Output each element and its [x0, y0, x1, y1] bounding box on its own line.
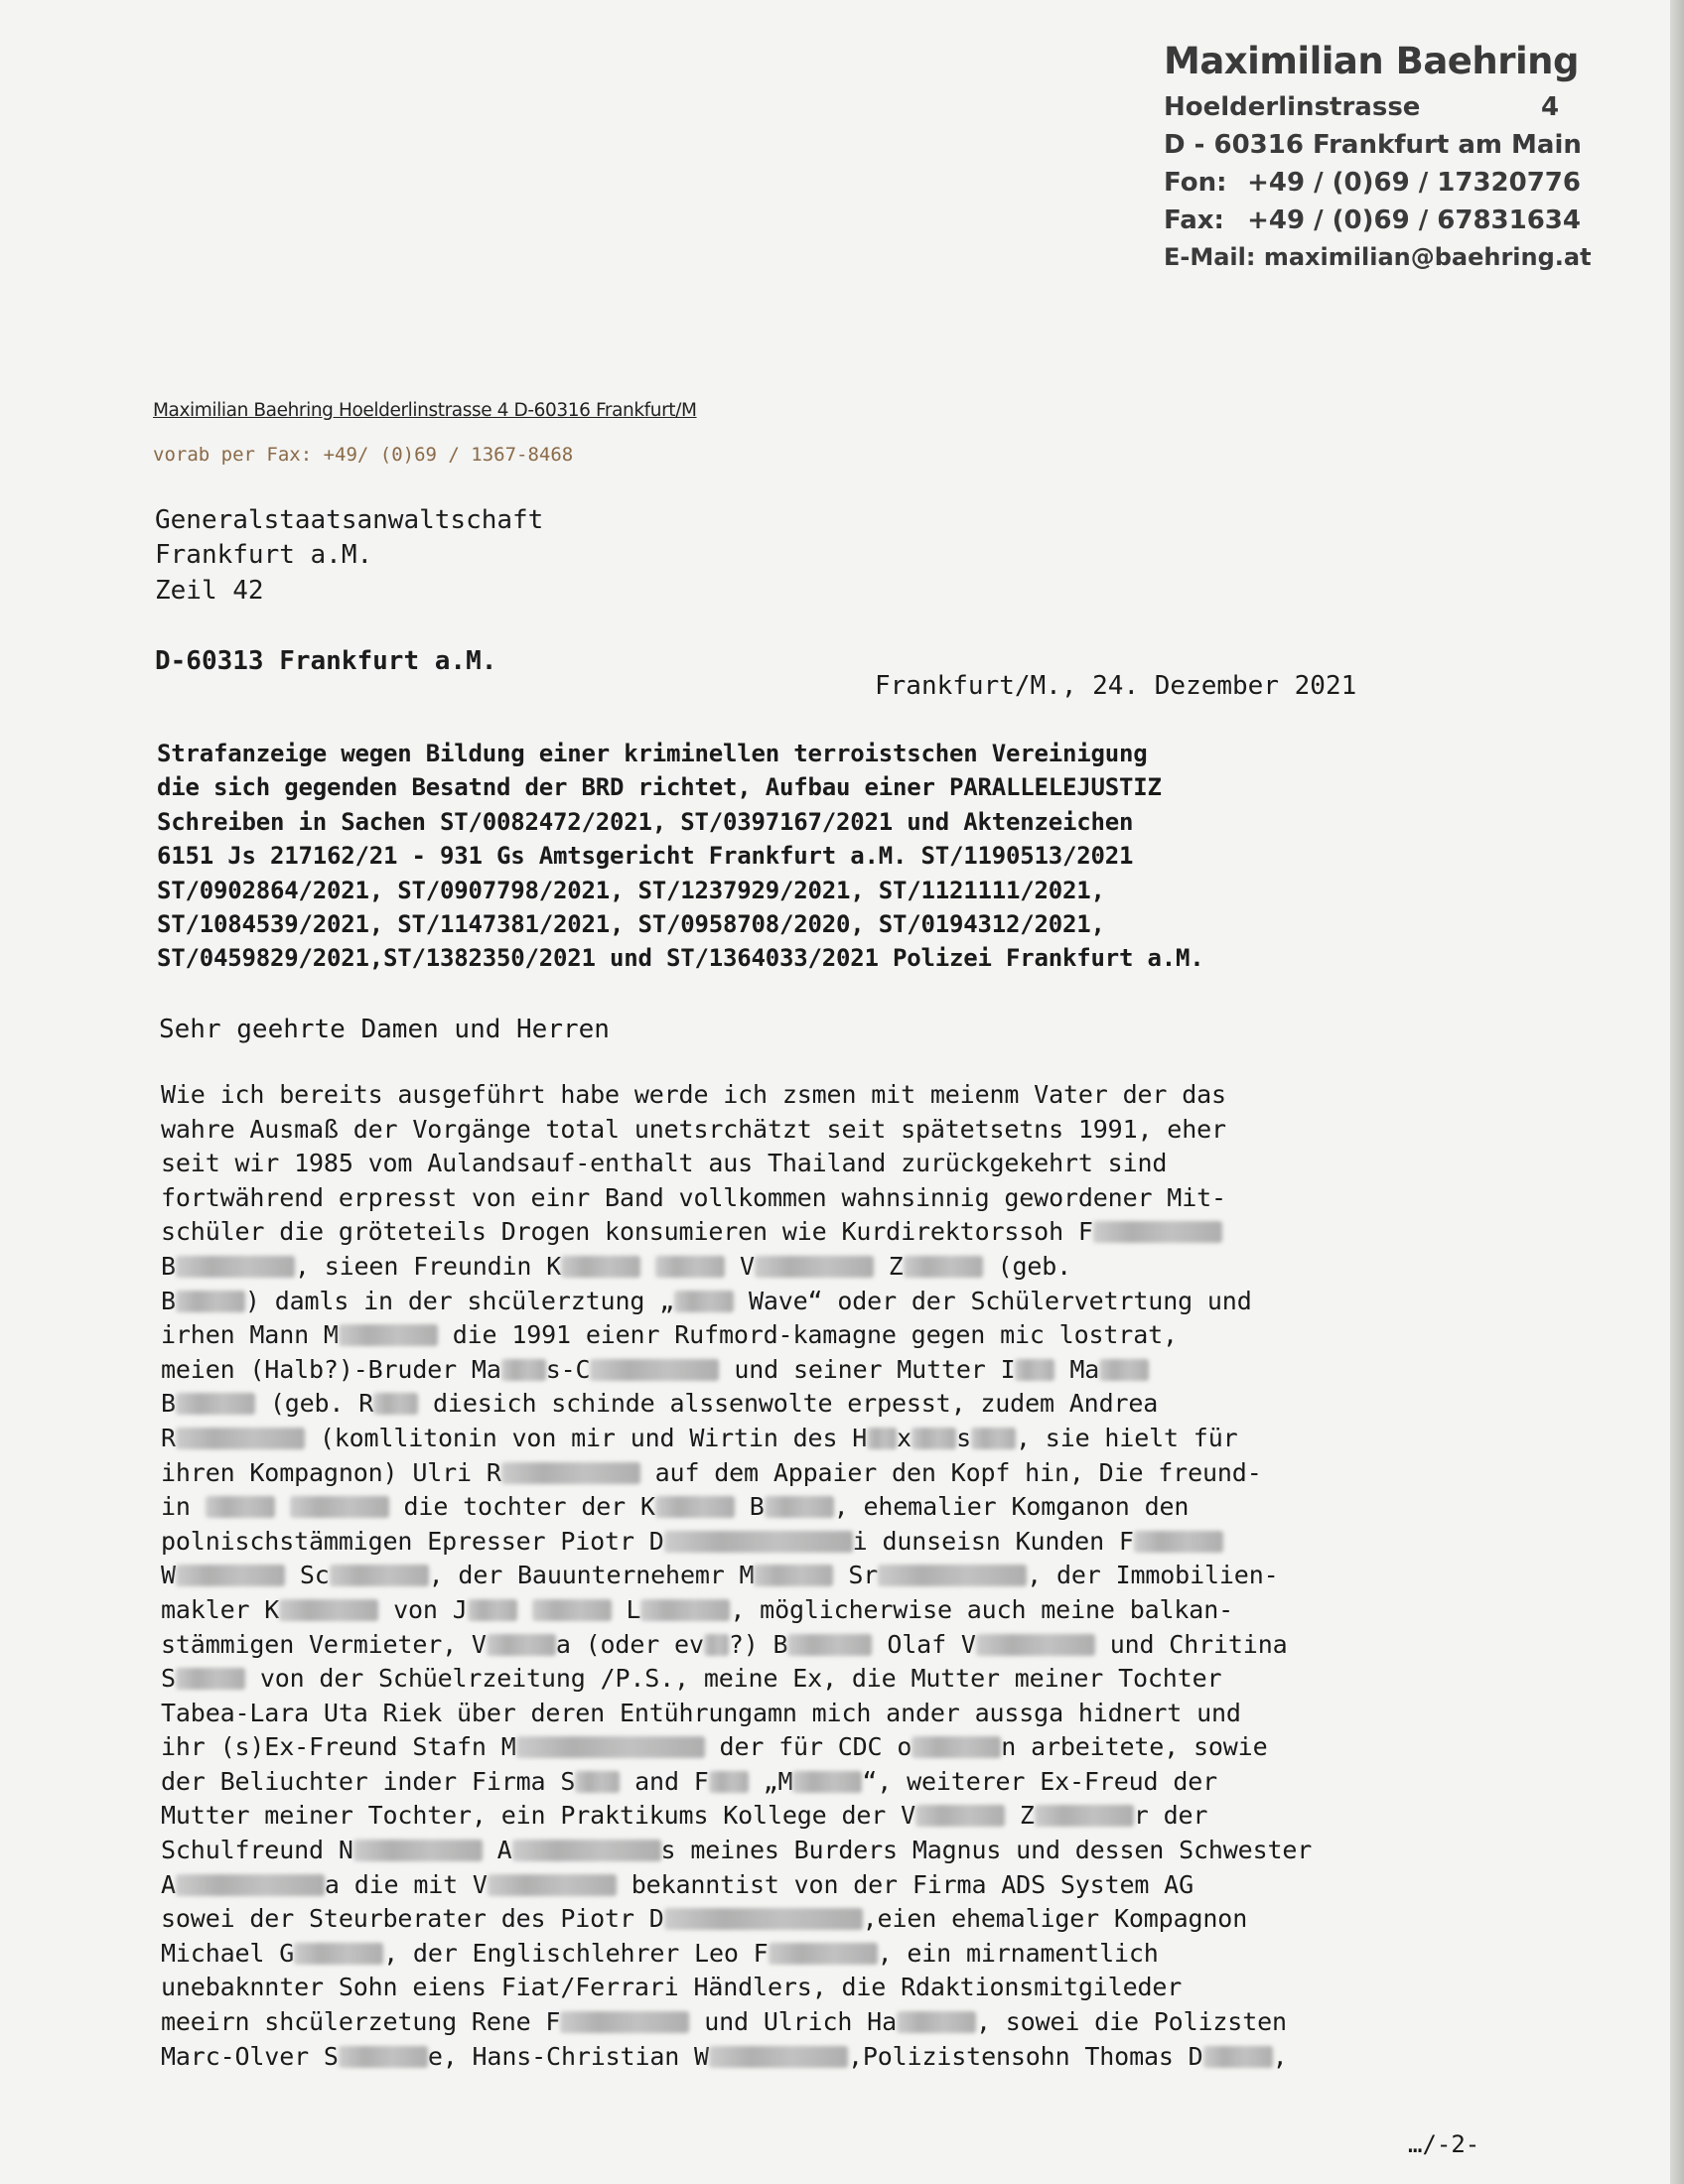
fax-note: vorab per Fax: +49/ (0)69 / 1367-8468 — [153, 444, 574, 466]
subject-line: Strafanzeige wegen Bildung einer kriminellen terroistschen Vereinigung — [157, 740, 1148, 767]
body-text-segment: makler K — [161, 1594, 280, 1624]
body-line: fortwährend erpresst von einr Band vollkommen wahnsinnig gewordener Mit- — [161, 1182, 1226, 1212]
body-text-segment: meien (Halb?)-Bruder Ma — [161, 1354, 501, 1384]
body-text-segment: V — [739, 1251, 755, 1281]
body-line — [161, 1868, 1501, 1903]
redacted-name — [769, 1943, 878, 1965]
body-text-segment: e, Hans-Christian W — [427, 2041, 709, 2071]
redacted-name — [561, 1256, 640, 1278]
body-text-segment: L — [626, 1594, 641, 1624]
redacted-name — [915, 1805, 1005, 1827]
body-line — [161, 1318, 1501, 1353]
body-text-segment: , — [1272, 2041, 1288, 2071]
body-text-segment: “, weiterer Ex-Freud der — [862, 1766, 1218, 1796]
body-text-segment: and F — [634, 1766, 709, 1796]
body-text-segment: B — [749, 1492, 765, 1522]
body-text-segment: Wave“ oder der Schülervetrtung und — [748, 1286, 1252, 1315]
redacted-name — [339, 2046, 428, 2068]
recipient-line-4: D-60313 Frankfurt a.M. — [155, 646, 497, 676]
redacted-name — [560, 2011, 689, 2033]
body-text-segment: Z — [888, 1251, 904, 1281]
body-text-segment: i dunseisn Kunden F — [852, 1526, 1134, 1556]
redacted-name — [176, 1291, 245, 1312]
body-line — [161, 1834, 1501, 1868]
body-text-segment: der Beliuchter inder Firma S — [161, 1766, 576, 1796]
body-text-segment: , sieen Freundin K — [294, 1251, 562, 1281]
subject-line: 6151 Js 217162/21 - 931 Gs Amtsgericht Frankfurt a.M. ST/1190513/2021 — [157, 842, 1134, 871]
redacted-name — [655, 1496, 735, 1518]
body-text-segment: die tochter der K — [403, 1492, 655, 1522]
body-text-segment: schüler die gröteteils Drogen konsumieren wie Kurdirektorssoh F — [161, 1217, 1093, 1247]
sender-return-address: Maximilian Baehring Hoelderlinstrasse 4 D-60316 Frankfurt/M — [153, 400, 697, 421]
redacted-name — [290, 1496, 389, 1518]
letterhead-phone-label: Fon: — [1164, 168, 1227, 198]
body-text-segment: A — [496, 1836, 512, 1865]
recipient-line-3: Zeil 42 — [155, 576, 264, 606]
redacted-name — [1093, 1221, 1222, 1243]
body-text-segment: , ein mirnamentlich — [877, 1938, 1159, 1968]
body-text-segment: B — [161, 1286, 176, 1315]
body-text-segment: meeirn shcülerzetung Rene F — [161, 2007, 561, 2037]
body-line — [161, 1628, 1501, 1663]
redacted-name — [516, 1736, 705, 1758]
body-text-segment: , sowei die Polizsten — [975, 2007, 1287, 2037]
redacted-name — [176, 1565, 285, 1586]
redacted-name — [294, 1943, 383, 1965]
redacted-name — [468, 1599, 517, 1621]
body-text-segment: ,Polizistensohn Thomas D — [847, 2041, 1203, 2071]
redacted-name — [1203, 2046, 1273, 2068]
body-line — [161, 1250, 1501, 1285]
body-text-segment: ?) B — [728, 1629, 788, 1659]
redacted-name — [488, 1874, 617, 1896]
body-line — [161, 1799, 1501, 1834]
page-edge — [1670, 0, 1684, 2184]
redacted-name — [1035, 1805, 1134, 1827]
body-line — [161, 1559, 1501, 1593]
redacted-name — [867, 1428, 897, 1449]
body-text-segment: von der Schüelrzeitung /P.S., meine Ex, die Mutter meiner Tochter — [259, 1664, 1222, 1694]
body-text-segment: ihren Kompagnon) Ulri R — [161, 1457, 501, 1487]
body-text-segment: (geb. R — [269, 1389, 374, 1419]
body-text-segment: x — [897, 1423, 912, 1452]
body-line — [161, 1285, 1501, 1319]
body-text-segment: (komllitonin von mir und Wirtin des H — [319, 1423, 868, 1452]
body-text-segment: „M — [763, 1766, 793, 1796]
body-line — [161, 1765, 1501, 1800]
body-line — [161, 1937, 1501, 1972]
body-text-segment: B — [161, 1251, 176, 1281]
redacted-name — [971, 1428, 1016, 1449]
body-text-segment: , der Bauunternehemr M — [428, 1561, 755, 1590]
body-text-segment: stämmigen Vermieter, V — [161, 1629, 487, 1659]
redacted-name — [704, 1634, 729, 1656]
body-text-segment: in — [161, 1492, 191, 1522]
body-line: seit wir 1985 vom Aulandsauf-enthalt aus Thailand zurückgekehrt sind — [161, 1149, 1168, 1178]
redacted-name — [709, 1771, 749, 1793]
body-text-segment: Sr — [848, 1561, 879, 1590]
letterhead-fax: +49 / (0)69 / 67831634 — [1247, 205, 1581, 235]
redacted-name — [176, 1874, 325, 1896]
subject-line: ST/0902864/2021, ST/0907798/2021, ST/1237929/2021, ST/1121111/2021, — [157, 876, 1105, 904]
redacted-name — [1015, 1359, 1054, 1381]
subject-block — [157, 737, 1487, 976]
redacted-name — [640, 1599, 730, 1621]
body-text-segment: und Chritina — [1109, 1629, 1288, 1659]
letterhead-street: Hoelderlinstrasse — [1164, 92, 1421, 122]
redacted-name — [664, 1531, 853, 1553]
body-text-segment: B — [161, 1389, 176, 1419]
subject-line: ST/0459829/2021,ST/1382350/2021 und ST/1364033/2021 Polizei Frankfurt a.M. — [157, 944, 1204, 973]
body-text-segment: (geb. — [997, 1251, 1072, 1281]
letterhead-fax-line — [1164, 205, 1581, 243]
body-text-segment: Olaf V — [887, 1629, 976, 1659]
letterhead-email: E-Mail: maximilian@baehring.at — [1164, 243, 1592, 271]
subject-line: die sich gegenden Besatnd der BRD richtet, Aufbau einer PARALLELEJUSTIZ — [157, 773, 1162, 802]
letterhead-phone: +49 / (0)69 / 17320776 — [1247, 168, 1581, 198]
redacted-name — [897, 2011, 976, 2033]
subject-line: ST/1084539/2021, ST/1147381/2021, ST/0958708/2020, ST/0194312/2021, — [157, 910, 1105, 939]
body-text — [161, 1078, 1501, 2074]
redacted-name — [1134, 1531, 1223, 1553]
body-text-segment: Sc — [299, 1561, 330, 1590]
body-text-segment: n arbeitete, sowie — [1001, 1732, 1268, 1762]
letterhead — [1164, 40, 1592, 281]
redacted-name — [487, 1634, 556, 1656]
redacted-name — [176, 1668, 245, 1690]
redacted-name — [664, 1908, 863, 1930]
body-line — [161, 1456, 1501, 1491]
body-text-segment: und Ulrich Ha — [704, 2007, 897, 2037]
redacted-name — [501, 1359, 546, 1381]
redacted-name — [792, 1771, 862, 1793]
body-text-segment: bekanntist von der Firma ADS System AG — [631, 1869, 1193, 1899]
body-line — [161, 2040, 1501, 2075]
body-text-segment: ,eien ehemaliger Kompagnon — [862, 1904, 1248, 1934]
body-text-segment: von J — [393, 1594, 468, 1624]
body-text-segment: s-C — [545, 1354, 591, 1384]
body-text-segment: auf dem Appaier den Kopf hin, Die freund- — [654, 1457, 1262, 1487]
body-text-segment: a (oder ev — [555, 1629, 704, 1659]
body-text-segment: a die mit V — [324, 1869, 488, 1899]
redacted-name — [501, 1462, 640, 1484]
letterhead-house-number: 4 — [1541, 92, 1560, 122]
redacted-name — [655, 1256, 725, 1278]
body-line — [161, 1662, 1501, 1697]
body-text-segment: die 1991 eienr Rufmord-kamagne gegen mic lostrat, — [452, 1320, 1178, 1350]
body-line — [161, 1215, 1501, 1250]
redacted-name — [575, 1771, 620, 1793]
body-text-segment: , ehemalier Komganon den — [833, 1492, 1190, 1522]
body-text-segment: polnischstämmigen Epresser Piotr D — [161, 1526, 664, 1556]
body-text-segment: Michael G — [161, 1938, 295, 1968]
redacted-name — [176, 1428, 305, 1449]
redacted-name — [754, 1565, 833, 1586]
redacted-name — [904, 1256, 983, 1278]
redacted-name — [976, 1634, 1095, 1656]
body-text-segment: r der — [1133, 1801, 1208, 1831]
redacted-name — [353, 1840, 483, 1861]
body-text-segment: Schulfreund N — [161, 1836, 353, 1865]
redacted-name — [709, 2046, 848, 2068]
body-text-segment: , sie hielt für — [1015, 1423, 1238, 1452]
body-line — [161, 1593, 1501, 1628]
body-line — [161, 1387, 1501, 1422]
redacted-name — [912, 1736, 1001, 1758]
redacted-name — [532, 1599, 612, 1621]
body-line — [161, 1422, 1501, 1456]
body-text-segment: A — [161, 1869, 176, 1899]
body-text-segment: R — [161, 1423, 176, 1452]
body-line — [161, 1902, 1501, 1937]
body-text-segment: diesich schinde alssenwolte erpesst, zudem Andrea — [433, 1389, 1159, 1419]
redacted-name — [787, 1634, 872, 1656]
body-line: Tabea-Lara Uta Riek über deren Entührungamn mich ander aussga hidnert und — [161, 1698, 1241, 1727]
redacted-name — [176, 1393, 255, 1415]
recipient-line-1: Generalstaatsanwaltschaft — [155, 505, 544, 535]
body-text-segment: ihr (s)Ex-Freund Stafn M — [161, 1732, 516, 1762]
subject-line: Schreiben in Sachen ST/0082472/2021, ST/0397167/2021 und Aktenzeichen — [157, 807, 1134, 836]
body-text-segment: ) damls in der shcülerztung „ — [244, 1286, 675, 1315]
body-text-segment: der für CDC o — [719, 1732, 912, 1762]
page-number: …/-2- — [1408, 2130, 1480, 2158]
body-text-segment: , der Immobilien- — [1027, 1561, 1279, 1590]
body-text-segment: und seiner Mutter I — [734, 1354, 1016, 1384]
body-line: Wie ich bereits ausgeführt habe werde ich zsmen mit meienm Vater der das — [161, 1080, 1226, 1109]
body-line — [161, 1490, 1501, 1525]
body-text-segment: , der Englischlehrer Leo F — [383, 1938, 769, 1968]
letterhead-fax-label: Fax: — [1164, 205, 1224, 235]
redacted-name — [279, 1599, 378, 1621]
body-line: wahre Ausmaß der Vorgänge total unetsrchätzt seit spätetsetns 1991, eher — [161, 1114, 1226, 1144]
redacted-name — [176, 1256, 295, 1278]
body-line — [161, 1730, 1501, 1765]
body-line — [161, 2005, 1501, 2040]
body-line: unebaknnter Sohn eiens Fiat/Ferrari Händlers, die Rdaktionsmitgileder — [161, 1973, 1183, 2002]
redacted-name — [912, 1428, 956, 1449]
body-text-segment: Ma — [1069, 1354, 1100, 1384]
body-text-segment: , möglicherwise auch meine balkan- — [730, 1594, 1234, 1624]
redacted-name — [674, 1291, 734, 1312]
redacted-name — [206, 1496, 275, 1518]
redacted-name — [373, 1393, 418, 1415]
redacted-name — [330, 1565, 429, 1586]
salutation: Sehr geehrte Damen und Herren — [159, 1015, 610, 1044]
body-text-segment: sowei der Steurberater des Piotr D — [161, 1904, 664, 1934]
body-line — [161, 1525, 1501, 1560]
redacted-name — [339, 1324, 438, 1346]
body-text-segment: Mutter meiner Tochter, ein Praktikums Kollege der V — [161, 1801, 915, 1831]
body-text-segment: S — [161, 1664, 176, 1694]
body-text-segment: Marc-Olver S — [161, 2041, 339, 2071]
body-text-segment: W — [161, 1561, 176, 1590]
redacted-name — [1099, 1359, 1149, 1381]
letterhead-phone-line — [1164, 168, 1581, 205]
redacted-name — [755, 1256, 874, 1278]
redacted-name — [878, 1565, 1027, 1586]
redacted-name — [765, 1496, 834, 1518]
body-text-segment: Z — [1019, 1801, 1035, 1831]
redacted-name — [512, 1840, 661, 1861]
recipient-line-2: Frankfurt a.M. — [155, 540, 373, 570]
letterhead-city: D - 60316 Frankfurt am Main — [1164, 130, 1582, 160]
body-text-segment: s meines Burders Magnus und dessen Schwester — [660, 1836, 1313, 1865]
body-line — [161, 1353, 1501, 1388]
letterhead-name: Maximilian Baehring — [1164, 40, 1579, 82]
body-text-segment: s — [956, 1423, 971, 1452]
body-text-segment: irhen Mann M — [161, 1320, 339, 1350]
redacted-name — [590, 1359, 719, 1381]
letter-date: Frankfurt/M., 24. Dezember 2021 — [875, 671, 1357, 701]
letterhead-street-line — [1164, 92, 1581, 130]
